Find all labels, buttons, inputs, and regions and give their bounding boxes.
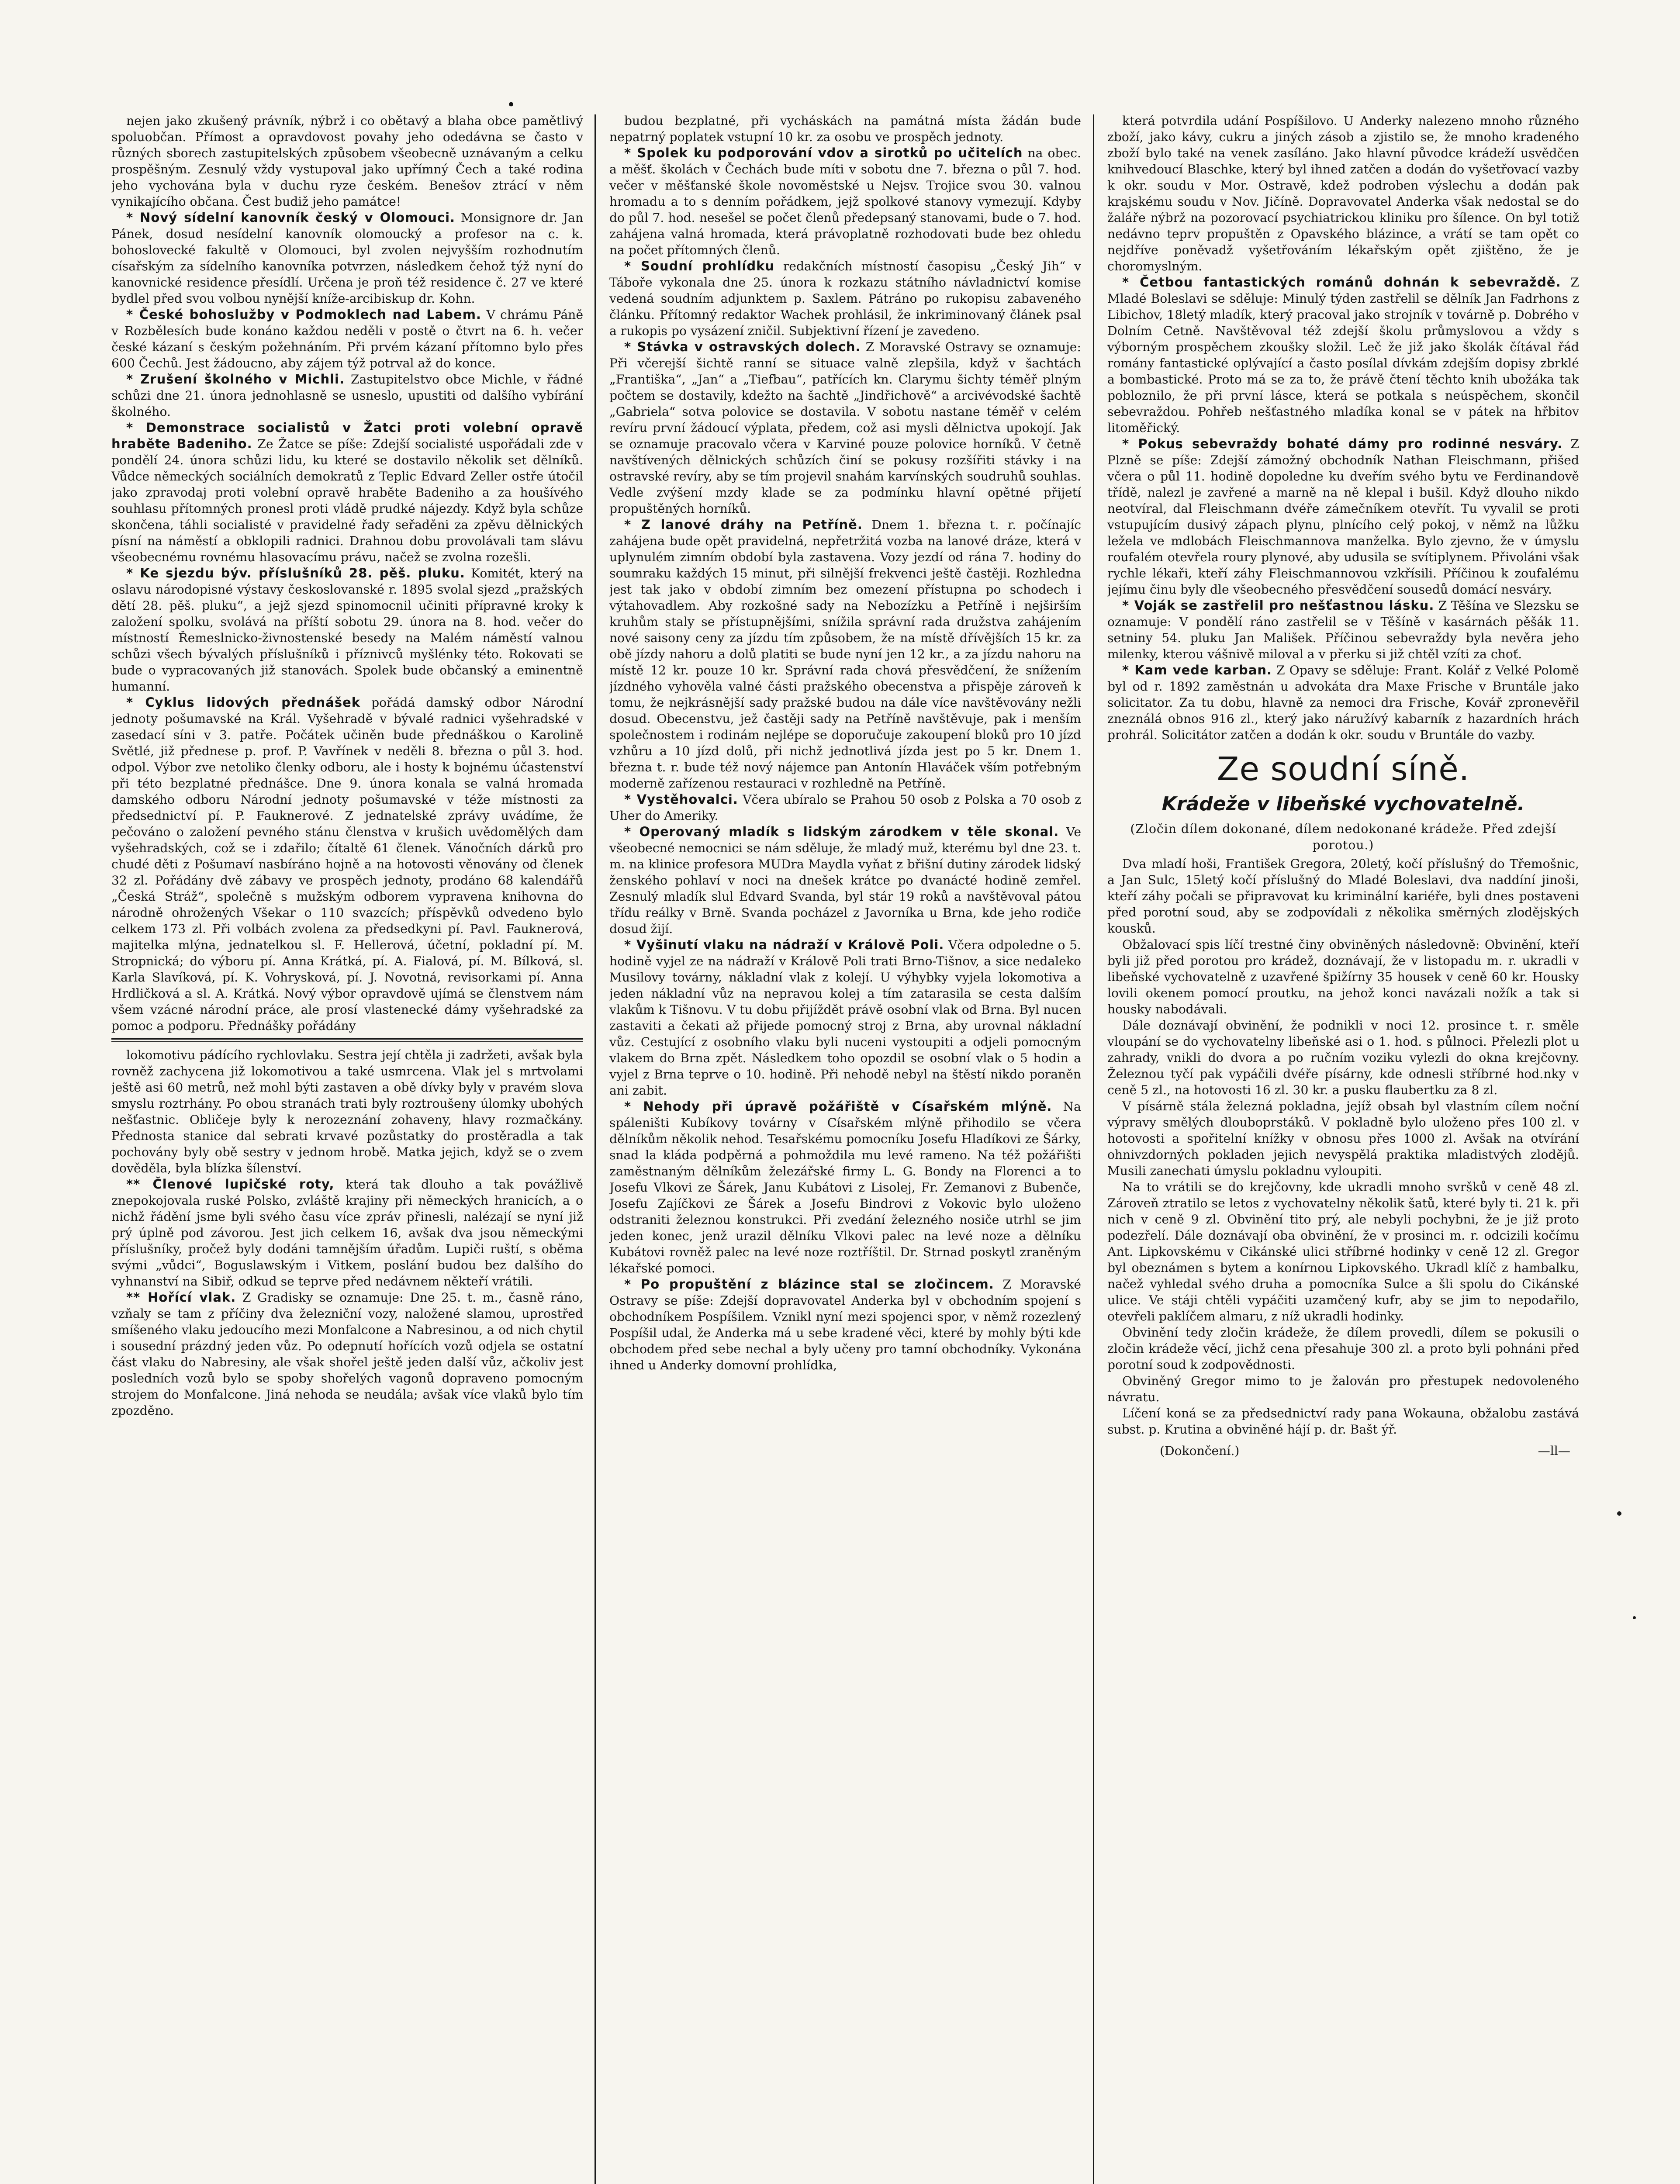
news-item-heading: * Spolek ku podporování vdov a sirotků po učitelích — [624, 145, 1023, 160]
news-item-body: Z Moravské Ostravy se píše: Zdejší dopravovatel Anderka byl v obchodním spojení s obchodníkem Pospíšilem. Vznikl nyní mezi spojenci spor, v němž rozezlený Pospíšil udal, že Anderka má u sebe kradené věci, které by mohly býti kde obchodem před sebe nechal a byly učeny pro tamní obchodníky. Vykonána ihned u Anderky domovní prohlídka, — [609, 1277, 1081, 1372]
news-item-heading: * Nový sídelní kanovník český v Olomouci. — [126, 210, 456, 225]
news-item-heading: * Z lanové dráhy na Petříně. — [624, 517, 863, 532]
news-item-heading: * Ke sjezdu býv. příslušníků 28. pěš. pluku. — [126, 566, 465, 581]
news-item — [609, 791, 1081, 824]
section-rule — [111, 1038, 583, 1042]
news-item-heading: * Voják se zastřelil pro nešťastnou lásku. — [1122, 598, 1435, 613]
news-item-body: redakčních místností časopisu „Český Jih“ v Táboře vykonala dne 25. února k rozkazu státního návladnictví komise vedená soudním adjunktem p. Saxlem. Pátráno po rukopisu zabaveného článku. Přítomný redaktor Wachek prohlásil, že inkriminovaný článek psal a rukopis po vysázení zničil. Subjektivní řízení je zavedeno. — [609, 259, 1081, 338]
news-item-body: Ve všeobecné nemocnici se nám sděluje, že mladý muž, kterému byl dne 23. t. m. na klinice profesora MUDra Maydla vyňat z břišní dutiny zárodek lidský ženského pohlaví v noci na dnešek krátce po dvanácté hodině zemřel. Zesnulý mladík slul Edvard Svanda, byl stár 19 roků a navštěvoval pátou třídu reálky v Brně. Svanda pocházel z Javorníka u Brna, kde jeho rodiče dosud žijí. — [609, 825, 1081, 936]
news-item-body: Obvinění tedy zločin krádeže, že dílem provedli, dílem se pokusili o zločin krádeže věcí, jichž cena přesahuje 300 zl. a proto byli pohnáni před porotní soud k zodpovědnosti. — [1107, 1325, 1579, 1372]
news-item-body: Včera odpoledne o 5. hodině vyjel ze na nádraží v Králově Poli trati Brno-Tišnov, a sice nedaleko Musilovy továrny, nákladní vlak z kolejí. U výhybky vyjela lokomotiva a jeden nákladní vůz na nepravou kolej a tím zatarasila se cesta dalším vlakům k Tišnovu. V tu dobu přijíždět právě osobní vlak od Brna. Byl nucen zastaviti a čekati až přijede pomocný stroj z Brna, aby urovnal nákladní vůz. Cestující z osobního vlaku byli nuceni vystoupiti a odjeli pomocným vlakem do Brna zpět. Následkem toho opozdil se osobní vlak o 5 hodin a vyjel z Brna teprve o 10. hodině. Při nehodě nebyl na štěstí nikdo poraněn ani zabit. — [609, 938, 1081, 1098]
article-subheading: (Zločin dílem dokonané, dílem nedokonané krádeže. Před zdejší porotou.) — [1130, 822, 1556, 852]
news-item-heading: * České bohoslužby v Podmoklech nad Labem. — [126, 307, 481, 322]
news-item-body: Na spáleništi Kubíkovy továrny v Císařském mlýně přihodilo se včera dělníkům několik nehod. Tesařskému pomocníku Josefu Hladíkovi ze Šárky, snad la kláda podpěrná a pohmoždila mu levé rameno. Na též požářišti zaměstnaným dělníkům železářské firmy L. G. Bondy na Florenci a to Josefu Vlkovi ze Šárek, Janu Kubátovi z Lisolej, Fr. Zemanovi z Bubenče, Josefu Zajíčkovi ze Šárek a Josefu Bindrovi z Vokovic bylo uloženo odstraniti železnou konstrukci. Při zvedání železného nosiče utrhl se jim jeden konec, jenž urazil dělníku Vlkovi palec na levé noze a dělníku Kubátovi rovněž palec na levé noze roztříštil. Dr. Strnad poskytl zraněným lékařské pomoci. — [609, 1099, 1081, 1275]
article-signoff — [1107, 1443, 1579, 1459]
news-item-body: Líčení koná se za předsednictví rady pana Wokauna, obžalobu zastává subst. p. Krutina a obviněné hájí p. dr. Bašt ýř. — [1107, 1406, 1579, 1437]
text-paragraph — [1107, 1017, 1579, 1098]
news-item — [111, 420, 583, 565]
news-item — [1107, 662, 1579, 743]
news-item — [609, 824, 1081, 937]
text-paragraph — [1107, 1179, 1579, 1324]
columns — [111, 113, 1592, 2184]
news-item-body: Ze Žatce se píše: Zdejší socialisté uspořádali zde v pondělí 24. února schůzi lidu, ku které se dostavilo několik set dělníků. Vůdce německých sociálních demokratů z Teplic Edvard Zeller ostře útočil jako zpravodaj proti volební opravě hraběte Badeniho a za houšívého souhlasu přítomných pronesl proti vládě prudké nájezdy. Když byla schůze skončena, táhli socialisté v pravidelné řady seřaděni za zpěvu dělnických písní na náměstí a obklopili radnici. Drahnou dobu provolávali tam slávu všeobecnému rovnému hlasovacímu právu, načež se zvolna rozešli. — [111, 437, 583, 564]
news-item — [111, 1289, 583, 1419]
news-item — [609, 145, 1081, 258]
news-item-heading: * Zrušení školného v Michli. — [126, 372, 345, 387]
news-item — [609, 339, 1081, 517]
news-item-body: Z Plzně se píše: Zdejší zámožný obchodník Nathan Fleischmann, přišed včera o půl 11. hodině dopoledne ku dveřím svého bytu ve Ferdinandově třídě, nalezl je zavřené a marně na ně klepal i bušil. Když dlouho nikdo neotvíral, dal Fleischmann dvéře zámečníkem otevřít. Tu vyvalil se proti vstupujícím dusivý zápach plynu, plnícího celý pokoj, v němž na lůžku ležela ve mdlobách Fleischmannova manželka. Bylo zjevno, že v úmyslu roufalém otevřela roury plynové, aby udusila se svítiplynem. Přivoláni však rychle lékaři, kteří záhy Fleischmannovou vzkřísili. Příčinou k zoufalému jejímu činu byly dle všeobecného přesvědčení sousedů domácí nesváry. — [1107, 437, 1579, 597]
news-item-body: Dva mladí hoši, František Gregora, 20letý, kočí příslušný do Třemošnic, a Jan Sulc, 15letý kočí příslušný do Mladé Boleslavi, dva naddíní jinoši, kteří záhy počali se připravovat ku kriminální kariéře, byli dnes postaveni před porotní soud, aby se zodpovídali z několika směrných zlodějských kousků. — [1107, 857, 1579, 936]
column-2 — [609, 113, 1081, 2184]
news-item-body: Komitét, který na oslavu národopisné výstavy českoslovanské r. 1895 svolal sjezd „pražských dětí 28. pěš. pluku“, a jejž sjezd spinomocnil učiniti přípravné kroky k založení spolku, svolává na příští sobotu 29. února na 8. hod. večer do místností Řemeslnicko-živnostenské besedy na Malém náměstí valnou schůzi všech bývalých příslušníků i příznivců myšlénky této. Rokovati se bude o vypracovaných již stanovách. Spolek bude občanský a eminentně humanní. — [111, 566, 583, 694]
text-paragraph — [1107, 856, 1579, 936]
news-item-heading: * Vystěhovalci. — [624, 792, 738, 807]
page-mark: • — [507, 96, 516, 114]
text-paragraph — [1107, 1373, 1579, 1405]
news-item-body: budou bezplatné, při vycháskách na památná místa žádán bude nepatrný poplatek vstupní 10 kr. za osobu ve prospěch jednoty. — [609, 114, 1081, 144]
column-1 — [111, 113, 583, 2184]
news-item-heading: * Pokus sebevraždy bohaté dámy pro rodinné nesváry. — [1122, 436, 1563, 451]
news-item — [609, 1276, 1081, 1373]
text-paragraph — [111, 1047, 583, 1176]
news-item — [1107, 436, 1579, 598]
news-item-body: Z Opavy se sděluje: Frant. Kolář z Velké Polomě byl od r. 1892 zaměstnán u advokáta dra Maxe Frische v Bruntále jako solicitator. Za tu dobu, hlavně za nemoci dra Frische, Kovář zpronevěřil zneználá obnos 916 zl., který jako náružívý kabarník z hazardních hrách prohrál. Solicitátor zatčen a dodán k okr. soudu v Bruntále do vazby. — [1107, 663, 1579, 742]
text-paragraph — [1107, 113, 1579, 274]
text-paragraph — [1107, 936, 1579, 1017]
news-item-body: Z Těšína ve Slezsku se oznamuje: V pondělí ráno zastřelil se v Těšíně v kasárnách pěšák 11. setniny 54. pluku Jan Mališek. Příčinou sebevraždy byla nevěra jeho milenky, kterou vášnivě miloval a v přerku si již chtěl vzíti za choť. — [1107, 598, 1579, 661]
news-item — [1107, 598, 1579, 662]
news-item-body: lokomotivu pádícího rychlovlaku. Sestra její chtěla ji zadržeti, avšak byla rovněž zachycena již lokomotivou a také usmrcena. Vlak jel s mrtvolami ještě asi 60 metrů, než mohl býti zastaven a obě dívky byly v pravém slova smyslu roztrhány. Po obou stranách trati byly roztroušeny úlomky ubohých nešťastnic. Obličeje byly k nerozeznání zohaveny, hlavy rozmačkány. Přednosta stanice dal sebrati krvavé pozůstatky do prostěradla a tak pochovány byly obě sestry v jednom hrobě. Matka jejich, když se o zvem dověděla, byla blízka šílenství. — [111, 1048, 583, 1175]
news-item-heading: * Demonstrace socialistů v Žatci proti volební opravě hraběte Badeniho. — [111, 420, 583, 451]
news-item-body: která potvrdila udání Pospíšilovo. U Anderky nalezeno mnoho různého zboží, jako kávy, cukru a jiných zásob a zjistilo se, že mnoho kradeného zboží bylo také na venek zasíláno. Jako hlavní původce krádeží usvědčen knihvedoucí Blaschke, který byl ihned zatčen a dodán do vyšetřovací vazby k okr. soudu v Mor. Ostravě, kdež podroben výslechu a dodán pak krajskému soudu v Nov. Jičíně. Dopravovatel Anderka však nedostal se do žaláře nýbrž na pozorovací psychiatrickou kliniku pro šílence. On byl totiž nedávno teprv propuštěn z Opavského blázince, a vrátí se tam opět co nejdříve poněvadž vyšetřováním lékařským opět zjištěno, že je choromyslným. — [1107, 114, 1579, 273]
news-item-body: V chrámu Páně v Rozbělesích bude konáno každou neděli v postě o čtvrt na 6. h. večer české kázaní s českým požehnáním. Při prvém kázaní přítomno bylo přes 600 Čechů. Jest žádoucno, aby zájem týž potrval až do konce. — [111, 308, 583, 370]
news-item-body: Obviněný Gregor mimo to je žalován pro přestupek nedovoleného návratu. — [1107, 1374, 1579, 1404]
news-item-body: Obžalovací spis líčí trestné činy obviněných následovně: Obvinění, kteří byli již před porotou pro krádež, doznávají, že v listopadu m. r. ukradli v libeňské vychovatelně z uzavřené špižírny 35 housek v ceně 60 kr. Housky lovili okenem pomocí proutku, na jehož konci navázali nožík a tak si housky nabodávali. — [1107, 937, 1579, 1016]
news-item-heading: * Stávka v ostravských dolech. — [624, 339, 861, 354]
text-paragraph — [1107, 1324, 1579, 1373]
news-item-body: Dnem 1. března t. r. počínajíc zahájena bude opět pravidelná, nepřetržitá vozba na lanové dráze, která v uplynulém zimním období byla zastavena. Vozy jezdí od rána 7. hodiny do soumraku každých 15 minut, při silnější frekvenci ještě častěji. Rozhledna jest tak jako v období zimním bez omezení přístupna po schodech i výtahovadlem. Aby rozkošné sady na Nebozízku a Petříně i nejširším kruhům staly se přístupnějšími, snížila správní rada družstva zahájením nové saisony ceny za jízdu tím způsobem, že na místě dřívějších 15 kr. za obě jízdy nahoru a dolů platiti se bude nyní jen 12 kr., a za jízdu nahoru na místě 12 kr. pouze 10 kr. Správní rada chová přesvědčení, že snížením jízdného vyhověla valné části pražského obecenstva a přispěje zároveň k tomu, že nejkrásnější sady pražské budou na dále více navštěvovány nežli dosud. Obecenstvu, jež častěji sady na Petříně navštěvuje, pak i menším společnostem i rodinám nejlépe se doporučuje zakoupení bloků pro 10 jízd vzhůru a 10 jízd dolů, při nichž jednotlivá jízda jest po 5 kr. Dnem 1. března t. r. bude též nový nájemce pan Antonín Hlaváček vším potřebným moderně zařízenou restauraci v rozhledně na Petříně. — [609, 518, 1081, 791]
text-paragraph — [111, 113, 583, 210]
news-item — [111, 307, 583, 371]
news-item-heading: * Po propuštění z blázince stal se zločincem. — [624, 1277, 994, 1292]
text-paragraph — [1107, 1098, 1579, 1179]
author-signature: —ll— — [1538, 1444, 1570, 1458]
news-item-body: Včera ubíralo se Prahou 50 osob z Polska a 70 osob z Uher do Ameriky. — [609, 792, 1081, 823]
news-item-body: Zastupitelstvo obce Michle, v řádné schůzi dne 21. února jednohlasně se usneslo, upustiti od dalšího vybírání školného. — [111, 372, 583, 419]
news-item-heading: ** Hořící vlak. — [126, 1290, 236, 1305]
news-item — [609, 517, 1081, 791]
section-title: Ze soudní síně. — [1217, 750, 1470, 788]
news-item-body: na obec. a měšť. školách v Čechách bude míti v sobotu dne 7. března o půl 7. hod. večer v měšťanské škole novoměstské u Nejsv. Trojice svou 30. valnou hromadu a to s denním pořádkem, jejž spolkové stanovy vymezují. Kdyby do půl 7. hod. nesešel se počet členů předepsaný stanovami, bude o 7. hod. zahájena valná hromada, která právoplatně rozhodovati bude bez ohledu na počet přítomných členů. — [609, 146, 1081, 257]
news-item-body: pořádá damský odbor Národní jednoty pošumavské na Král. Vyšehradě v bývalé radnici vyšehradské v zasedací síni v 3. patře. Počátek učiněn bude přednáškou o Karolině Světlé, již přednese p. prof. P. Vavřínek v neděli 8. března o půl 3. hod. odpol. Výbor zve netoliko členky odboru, ale i hosty k bojnému účastenství při této bezplatné přednášce. Dne 9. února konala se valná hromada damského odboru Národní jednoty pošumavské v téže místnosti za předsednictví pí. P. Fauknerové. Z jednatelské zprávy uvádíme, že pečováno o založení pevného stánu členstva v krušich uvědomělých dam vyšehradských, což se i zdařilo; čítaltě 61 členek. Vánočních dárků pro chudé děti z Pošumaví nasbíráno hojně a na hotovosti věnovány od členek 32 zl. Pořádány dvě zábavy ve prospěch jednoty, prodáno 68 kalendářů „Česká Stráž“, společně s mužským odborem vypravena knihovna do národně ohrožených Všekar o 110 svazcích; příspěvků odvedeno bylo celkem 173 zl. Při volbách zvolena za předsedkyni pí. Pavl. Fauknerová, majitelka mlýna, jednatelkou sl. F. Hellerová, účetní, pokladní pí. M. Stropnická; do výboru pí. Anna Krátká, pí. A. Fialová, pí. M. Bílková, sl. Karla Slavíková, pí. K. Vohrysková, pí. J. Novotná, revisorkami pí. Anna Hrdličková a sl. A. Krátká. Nový výbor opravdově ujímá se členstvem nám všem vzácné národní práce, ale prosí vlastenecké dámy vyšehradské za pomoc a podporu. Přednášky pořádány — [111, 695, 583, 1033]
news-item-body: Dále doznávají obvinění, že podnikli v noci 12. prosince t. r. směle vloupání se do vychovatelny libeňské asi o 1. hod. s půlnoci. Přelezli plot u zahrady, vnikli do dvora a po ručním voziku vylezli do okna krejčovny. Železnou tyčí pak vypáčili dvéře písárny, kde odnesli stříbrné hod.nky v ceně 5 zl., na hotovosti 16 zl. 30 kr. a pusku flaubertku za 8 zl. — [1107, 1018, 1579, 1097]
news-item — [609, 937, 1081, 1099]
news-item-body: Z Moravské Ostravy se oznamuje: Při včerejší šichtě ranní se situace valně zlepšila, když v šachtách „Františka“, „Jan“ a „Tiefbau“, patřících kn. Clarymu šichty téměř plným počtem se dostavily, kdežto na šachtě „Jindřichově“ a arcivévodské šachtě „Gabriela“ sotva polovice se dostavila. V sobotu nastane téměř v celém revíru první žádoucí výplata, předem, což asi mysli dělnictva upokojí. Jak se oznamuje pracovalo včera v Karviné pouze polovice horníků. V četně navštívených dělnických schůzích činí se pokusy rozšířiti stávky i na ostravské revíry, aby se tím projevil snahám karvínských soudruhů souhlas. Vedle zvýšení mzdy klade se za podmínku hlavní opětné přijetí propuštěných horníků. — [609, 340, 1081, 516]
text-paragraph — [609, 113, 1081, 145]
news-item — [609, 1099, 1081, 1276]
news-item-heading: * Operovaný mladík s lidským zárodkem v těle skonal. — [624, 824, 1059, 839]
news-item-heading: * Kam vede karban. — [1122, 663, 1272, 677]
column-3 — [1107, 113, 1579, 2184]
news-item-heading: * Nehody při úpravě požářiště v Císařském mlýně. — [624, 1099, 1052, 1114]
text-paragraph — [1107, 1405, 1579, 1438]
article-headline: Krádeže v libeňské vychovatelně. — [1161, 793, 1525, 815]
news-item-body: nejen jako zkušený právník, nýbrž i co obětavý a blaha obce pamětlivý spoluobčan. Přímost a opravdovost povahy jeho odedávna se často v různých sborech zastupitelských způsobem všeobecně uznávaným a celku prospěšným. Zesnulý vždy vystupoval jako upřímný Čech a také rodina jeho vychována byla v duchu ryze českém. Benešov ztrácí v něm vynikajícího občana. Čest budiž jeho památce! — [111, 114, 583, 209]
news-item-heading: * Četbou fantastických románů dohnán k sebevraždě. — [1122, 275, 1561, 290]
news-item — [111, 210, 583, 307]
continuation-note: (Dokončení.) — [1160, 1444, 1240, 1458]
news-item-body: Na to vrátili se do krejčovny, kde ukradli mnoho svršků v ceně 48 zl. Zároveň ztratilo se letos z vychovatelny několik šatů, které byly ti. 21 k. při nich v ceně 9 zl. Obvinění tito prý, ale nebyli pochybni, že je již proto podezřelí. Dále doznávají oba obvinění, že v prosinci m. r. odcizili kočímu Ant. Lipkovskému v Cikánské ulici stříbrné hodinky v ceně 12 zl. Gregor byl obeznámen s bytem a konírnou Lipkovského. Ukradl klíč z hambalku, načež vyhledal svého druha a pomocníka Sulce a šli spolu do Cikánské ulice. Ve stáji chtěli vypáčiti uzamčený kufr, aby se jim to nepodařilo, otevřeli paklíčem almaru, z níž ukradli hodinky. — [1107, 1180, 1579, 1324]
news-item-body: Z Mladé Boleslavi se sděluje: Minulý týden zastřelil se dělník Jan Fadrhons z Libichov, 18letý mladík, který pracoval jako strojník v továrně p. Dobrého v Dolním Cetně. Navštěvoval též zdejší školu průmyslovou a vždy s výborným prospěchem zkoušky složil. Leč že již jako školák čítával řád romány fantastické oplývající a často posílal dívkám zdejším dopisy zbrklé a bombastické. Proto má se za to, že právě čtení těchto knih ubožáka tak pobloznilo, že při první lásce, která se potkala s neúspěchem, skončil sebevraždou. Pohřeb nešťastného mladíka konal se v pátek na hřbitov litoměřický. — [1107, 275, 1579, 435]
news-item — [111, 1176, 583, 1289]
news-item — [111, 695, 583, 1034]
news-item-heading: * Soudní prohlídku — [624, 259, 775, 273]
news-item-body: V písárně stála železná pokladna, jejíž obsah byl vlastním cílem noční výpravy smělých dlouboprstáků. V pokladně bylo uloženo přes 100 zl. v hotovosti a spořitelní knížky v obnosu přes 1000 zl. Avšak na otvírání ohnivzdorných pokladen jejich nevyspělá praktika mladistvých zlodějů. Musili zanechati úmyslu pokladnu vyloupiti. — [1107, 1099, 1579, 1178]
news-item — [1107, 274, 1579, 436]
news-item — [111, 565, 583, 695]
news-item-body: která tak dlouho a tak povážlivě znepokojovala ruské Polsko, zvláště krajiny při německých hranicích, a o nichž řádění jsme byli svého času více zpráv přinesli, nalézají se nyní již prý úplně pod závorou. Jest jich celkem 16, avšak dva jsou německými příslušníky, pročež byly dodáni tamnějším úřadům. Lupiči ruští, s oběma svými „vůdci“, Boguslawským i Vitkem, poslání budou bez dalšího do vyhnanství na Sibiř, odkud se teprve před nedávnem někteří vrátili. — [111, 1177, 583, 1289]
news-item-heading: ** Členové lupičské roty, — [126, 1177, 335, 1192]
ink-spot — [1633, 1616, 1636, 1619]
news-item-body: Monsignore dr. Jan Pánek, dosud nesídelní kanovník olomoucký a profesor na c. k. bohoslovecké fakultě v Olomouci, byl zvolen nejvyšším rozhodnutím císařským za sídelního kanovníka potvrzen, následkem čehož týž nyní do kanovnické residence přesídlí. Určena je proň též residence č. 27 ve které bydlel před svou volbou nynější kníže-arcibiskup dr. Kohn. — [111, 211, 583, 306]
news-item-heading: * Vyšinutí vlaku na nádraží v Králově Poli. — [624, 937, 944, 952]
ink-spot — [1617, 1511, 1621, 1516]
news-item — [609, 258, 1081, 339]
news-item — [111, 371, 583, 420]
news-item-heading: * Cyklus lidových přednášek — [126, 695, 361, 710]
news-item-body: Z Gradisky se oznamuje: Dne 25. t. m., časně ráno, vzňaly se tam z příčiny dva železniční vozy, naložené slamou, uprostřed smíšeného vlaku jedoucího mezi Monfalcone a Nabresinou, a od nich chytil i sousední prázdný jeden vůz. Po odepnutí hořících vozů odjela se ostatní část vlaku do Nabresiny, ale však shořel ještě jeden další vůz, ačkoliv jest posledních vozů bylo se spoby shořelých vagonů dopraveno pomocným strojem do Monfalcone. Jiná nehoda se neudála; avšak více vlaků bylo tím zpozděno. — [111, 1290, 583, 1418]
